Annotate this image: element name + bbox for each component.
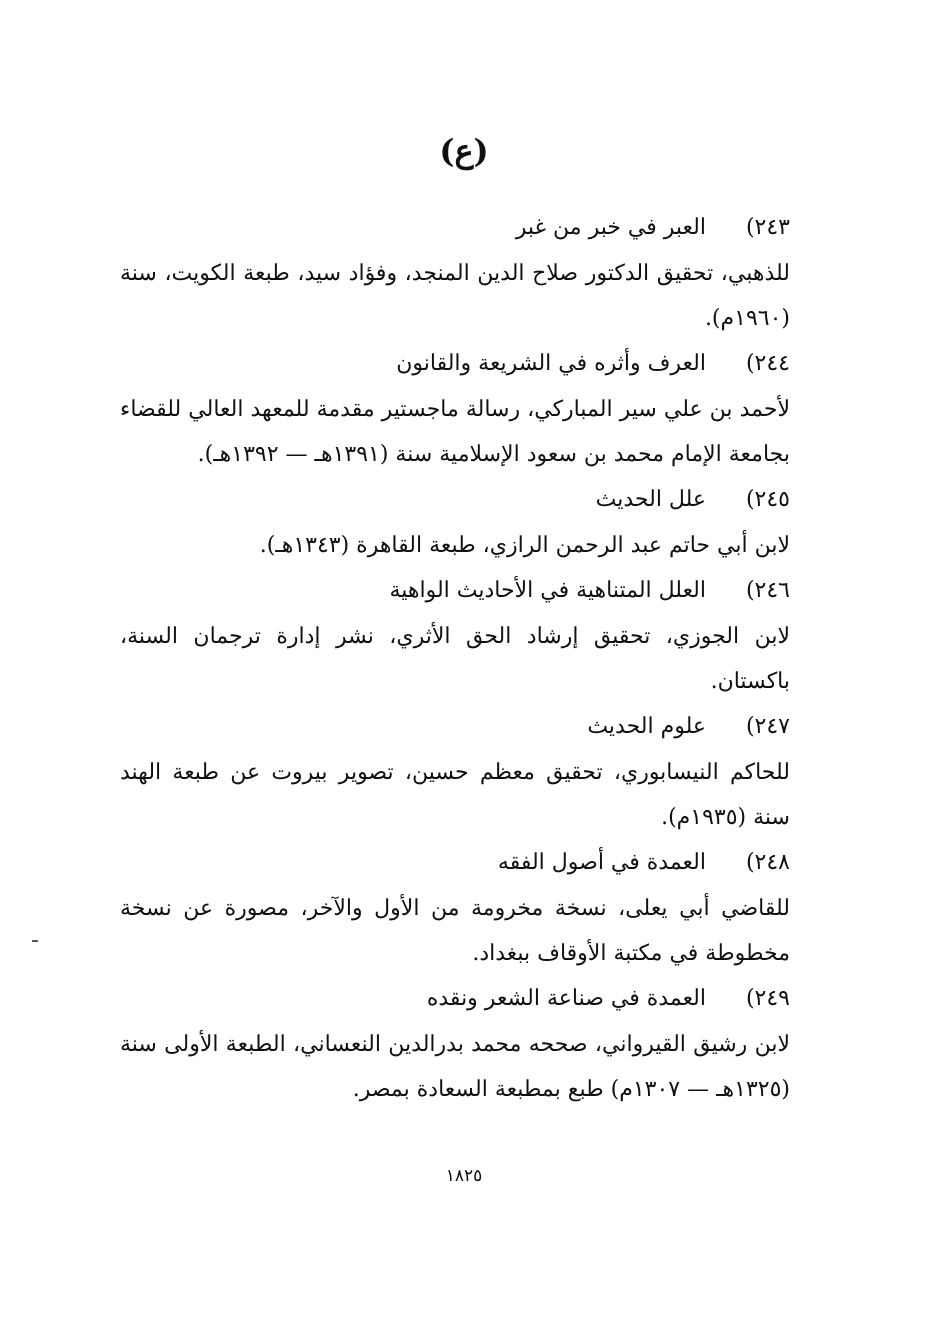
bibliography-entry [120, 341, 790, 477]
bibliography-list [120, 205, 790, 1112]
entry-description: لأحمد بن علي سير المباركي، رسالة ماجستير مقدمة للمعهد العالي للقضاء بجامعة الإمام محمد بن سعود الإسلامية سنة (١٣٩١هـ — ١٣٩٢هـ). [120, 397, 790, 467]
entry-title: العلل المتناهية في الأحاديث الواهية [389, 578, 706, 603]
entry-description: للقاضي أبي يعلى، نسخة مخرومة من الأول والآخر، مصورة عن نسخة مخطوطة في مكتبة الأوقاف ببغداد. [120, 896, 790, 966]
entry-description: لابن أبي حاتم عبد الرحمن الرازي، طبعة القاهرة (١٣٤٣هـ). [259, 533, 790, 558]
entry-title: العبر في خبر من غبر [515, 215, 706, 240]
entry-number: ٢٤٩) [745, 986, 790, 1011]
entry-number: ٢٤٣) [745, 215, 790, 240]
scan-mark [32, 940, 38, 942]
entry-title: علل الحديث [595, 487, 706, 512]
entry-number: ٢٤٤) [745, 351, 790, 376]
entry-number: ٢٤٥) [745, 487, 790, 512]
entry-title: العرف وأثره في الشريعة والقانون [396, 351, 706, 376]
entry-title: العمدة في صناعة الشعر ونقده [426, 986, 706, 1011]
entry-description: للذهبي، تحقيق الدكتور صلاح الدين المنجد، وفؤاد سيد، طبعة الكويت، سنة (١٩٦٠م). [120, 261, 790, 331]
bibliography-entry [120, 568, 790, 704]
entry-number: ٢٤٨) [745, 850, 790, 875]
bibliography-entry [120, 840, 790, 976]
entry-number: ٢٤٦) [745, 578, 790, 603]
bibliography-entry [120, 976, 790, 1112]
entry-title: العمدة في أصول الفقه [497, 850, 706, 875]
bibliography-entry [120, 205, 790, 341]
entry-number: ٢٤٧) [745, 714, 790, 739]
bibliography-entry [120, 477, 790, 568]
entry-description: للحاكم النيسابوري، تحقيق معظم حسين، تصوير بيروت عن طبعة الهند سنة (١٩٣٥م). [120, 760, 790, 830]
entry-title: علوم الحديث [587, 714, 706, 739]
entry-description: لابن رشيق القيرواني، صححه محمد بدرالدين النعساني، الطبعة الأولى سنة (١٣٢٥هـ — ١٣٠٧م) طبع بمطبعة السعادة بمصر. [120, 1032, 790, 1102]
section-heading: (ع) [439, 132, 489, 170]
entry-description: لابن الجوزي، تحقيق إرشاد الحق الأثري، نشر إدارة ترجمان السنة، باكستان. [120, 624, 790, 694]
bibliography-entry [120, 704, 790, 840]
page-number: ١٨٢٥ [445, 1166, 483, 1186]
